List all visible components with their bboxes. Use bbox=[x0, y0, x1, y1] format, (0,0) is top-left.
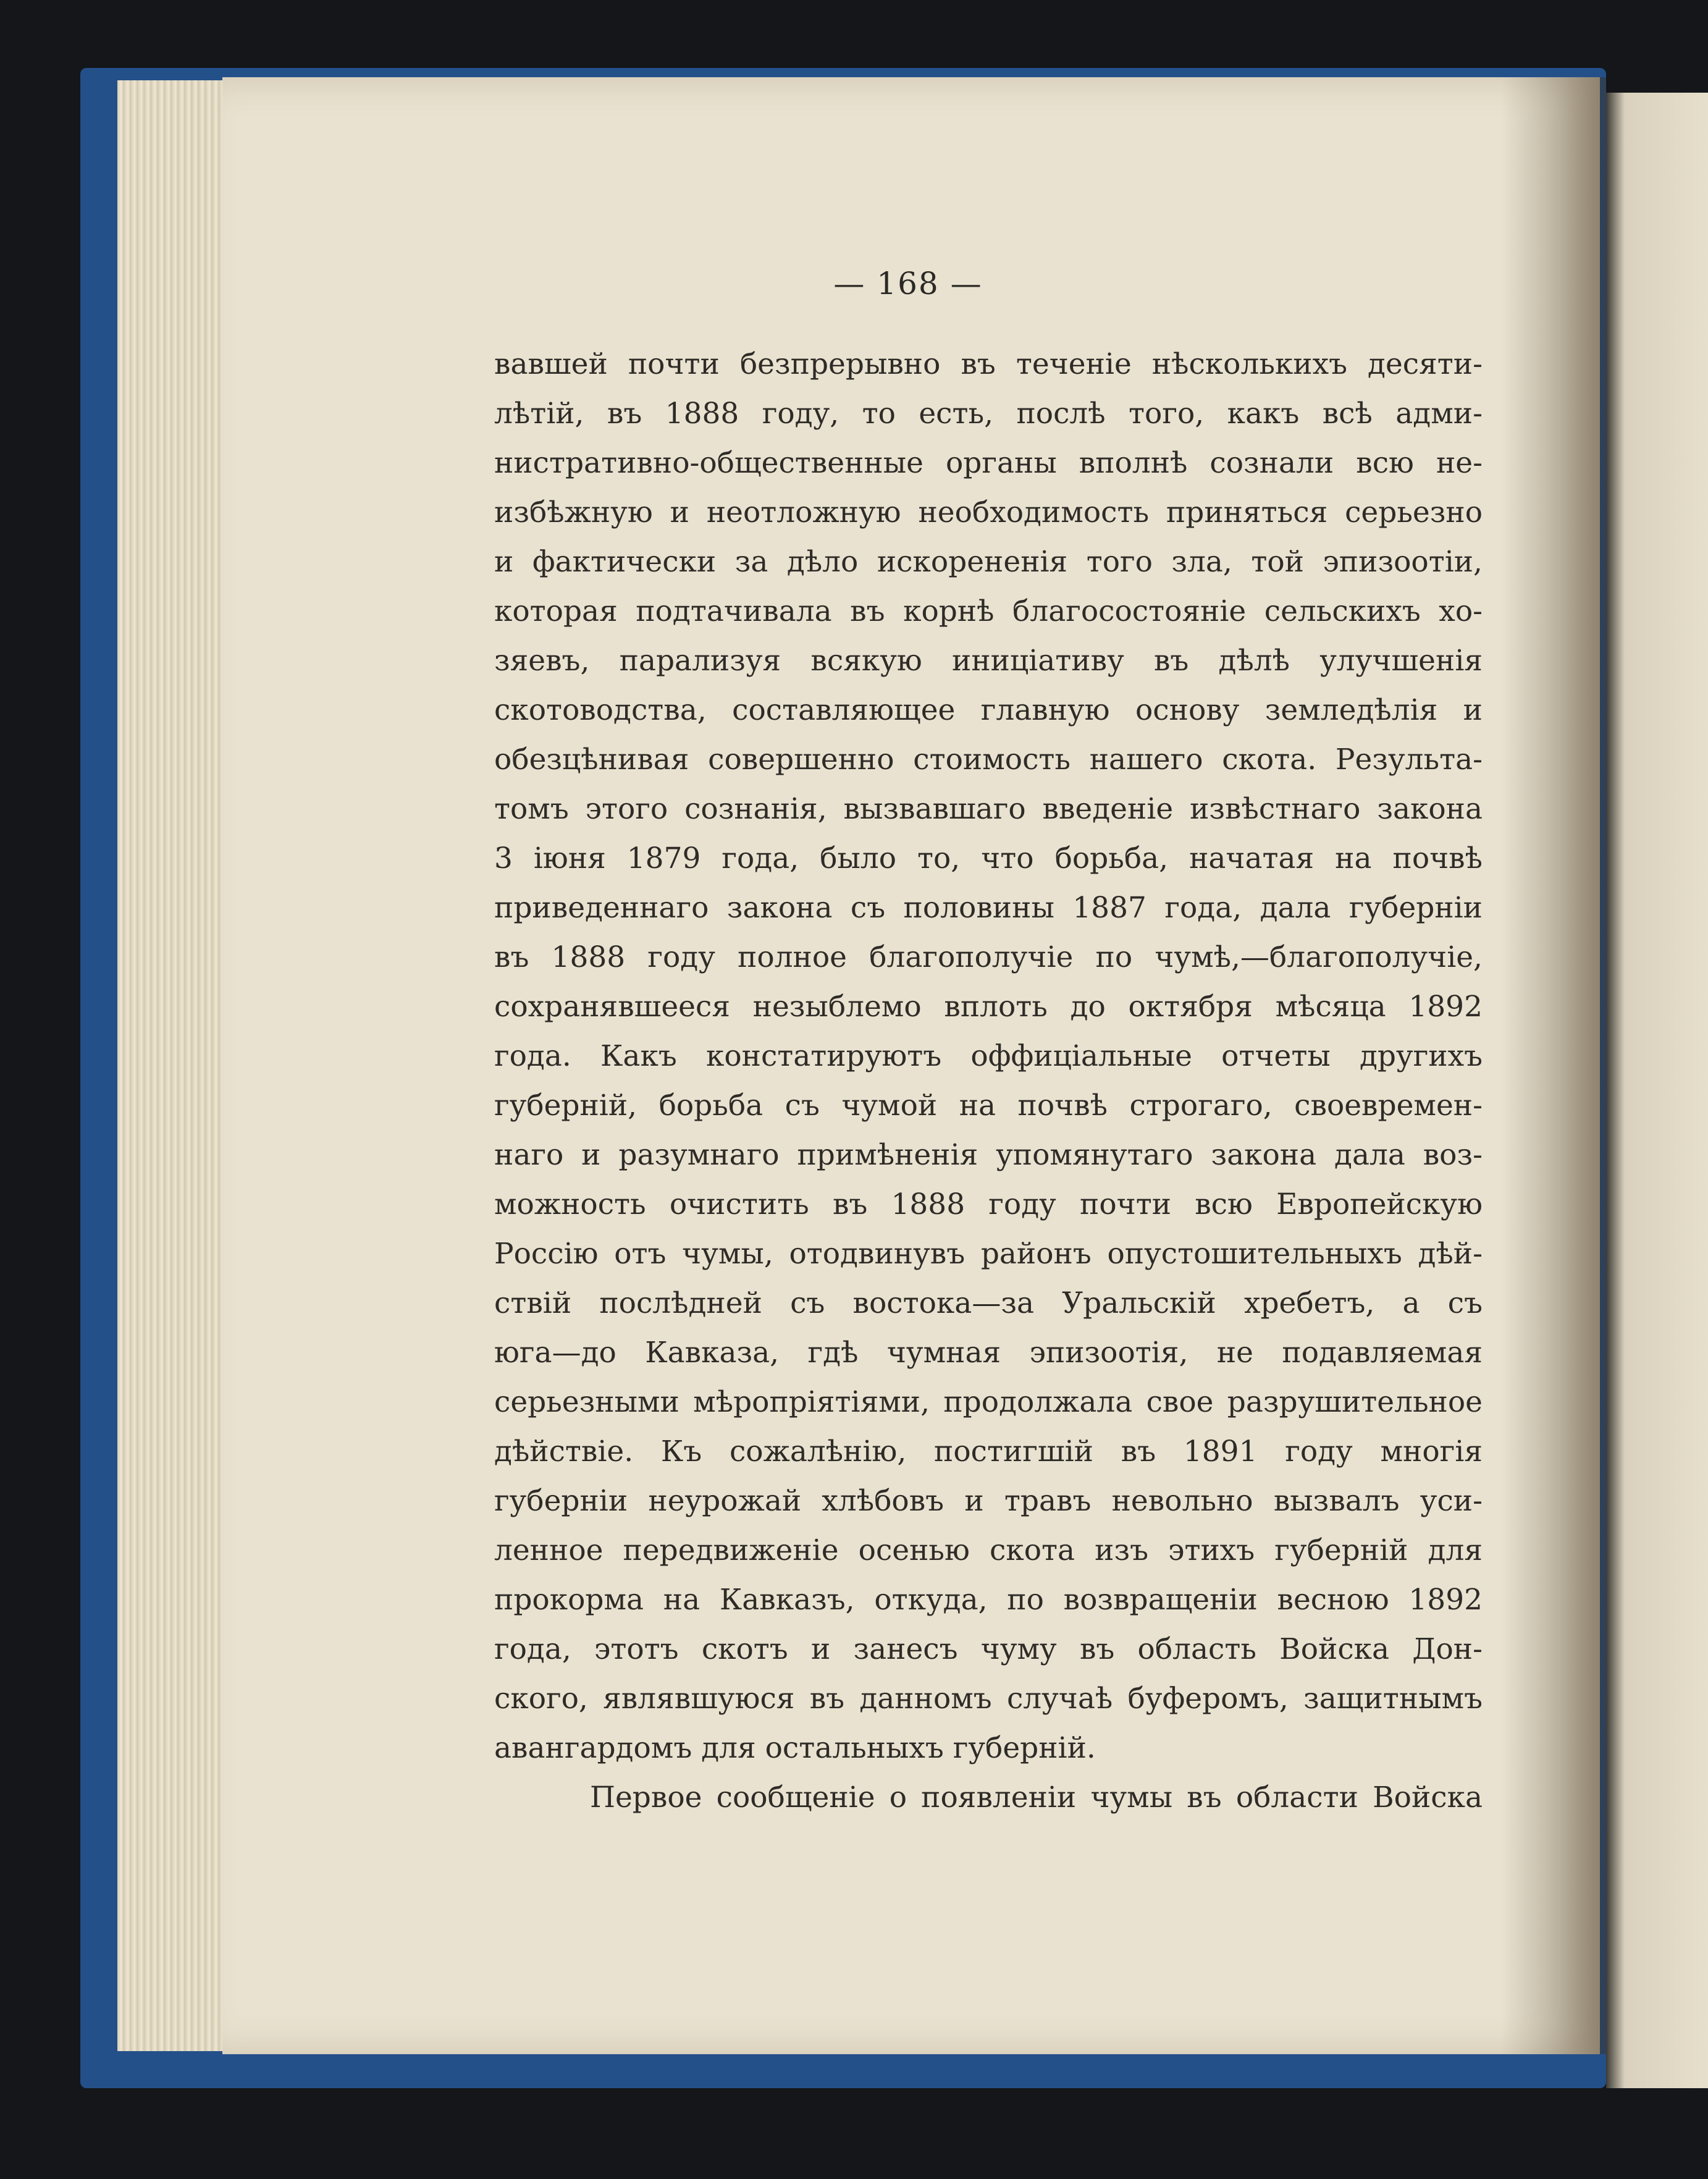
text-line: скотоводства, составляющее главную основу земледѣлія и bbox=[494, 693, 1483, 727]
page-number: — 168 — bbox=[833, 266, 983, 301]
page-edges bbox=[117, 80, 222, 2051]
text-line: юга—до Кавказа, гдѣ чумная эпизоотія, не подавляемая bbox=[494, 1336, 1483, 1370]
text-line: приведеннаго закона съ половины 1887 года, дала губерніи bbox=[494, 891, 1483, 925]
text-line: серьезными мѣропріятіями, продолжала свое разрушительное bbox=[494, 1385, 1483, 1419]
paragraph-start-line: Первое сообщеніе о появленіи чумы въ области Войска bbox=[590, 1781, 1483, 1814]
paragraph-end-line: авангардомъ для остальныхъ губерній. bbox=[494, 1731, 1096, 1765]
text-line: можность очистить въ 1888 году почти всю Европейскую bbox=[494, 1187, 1483, 1221]
text-line: Россію отъ чумы, отодвинувъ районъ опустошительныхъ дѣй- bbox=[494, 1237, 1483, 1271]
page-gutter-shadow bbox=[1501, 77, 1606, 2054]
text-line: обезцѣнивая совершенно стоимость нашего скота. Результа- bbox=[494, 743, 1483, 777]
text-line: губерній, борьба съ чумой на почвѣ строгаго, своевремен- bbox=[494, 1089, 1483, 1123]
text-line: дѣйствіе. Къ сожалѣнію, постигшій въ 1891 году многія bbox=[494, 1435, 1483, 1469]
text-line: томъ этого сознанія, вызвавшаго введеніе извѣстнаго закона bbox=[494, 792, 1483, 826]
text-line: наго и разумнаго примѣненія упомянутаго закона дала воз- bbox=[494, 1138, 1483, 1172]
text-line: нистративно-общественные органы вполнѣ сознали всю не- bbox=[494, 446, 1483, 480]
text-line: и фактически за дѣло искорененія того зла, той эпизоотіи, bbox=[494, 545, 1483, 579]
text-line: года, этотъ скотъ и занесъ чуму въ область Войска Дон- bbox=[494, 1632, 1483, 1666]
body-text bbox=[494, 340, 1483, 1823]
text-line: прокорма на Кавказъ, откуда, по возвращеніи весною 1892 bbox=[494, 1583, 1483, 1617]
text-line: которая подтачивала въ корнѣ благосостояніе сельскихъ хо- bbox=[494, 594, 1483, 628]
text-line: ленное передвиженіе осенью скота изъ этихъ губерній для bbox=[494, 1533, 1483, 1567]
text-line: ского, являвшуюся въ данномъ случаѣ буферомъ, защитнымъ bbox=[494, 1682, 1483, 1716]
text-line: 3 іюня 1879 года, было то, что борьба, начатая на почвѣ bbox=[494, 841, 1483, 875]
text-line: зяевъ, парализуя всякую иниціативу въ дѣлѣ улучшенія bbox=[494, 644, 1483, 678]
text-line: въ 1888 году полное благополучіе по чумѣ,—благополучіе, bbox=[494, 940, 1483, 974]
text-line: сохранявшееся незыблемо вплоть до октября мѣсяца 1892 bbox=[494, 990, 1483, 1024]
text-line: вавшей почти безпрерывно въ теченіе нѣсколькихъ десяти- bbox=[494, 347, 1483, 381]
text-line: ствій послѣдней съ востока—за Уральскій хребетъ, а съ bbox=[494, 1286, 1483, 1320]
facing-page-edge bbox=[1606, 93, 1708, 2088]
text-line: губерніи неурожай хлѣбовъ и травъ невольно вызвалъ уси- bbox=[494, 1484, 1483, 1518]
text-line: года. Какъ констатируютъ оффиціальные отчеты другихъ bbox=[494, 1039, 1483, 1073]
text-line: лѣтій, въ 1888 году, то есть, послѣ того, какъ всѣ адми- bbox=[494, 397, 1483, 431]
text-line: избѣжную и неотложную необходимость приняться серьезно bbox=[494, 495, 1483, 529]
